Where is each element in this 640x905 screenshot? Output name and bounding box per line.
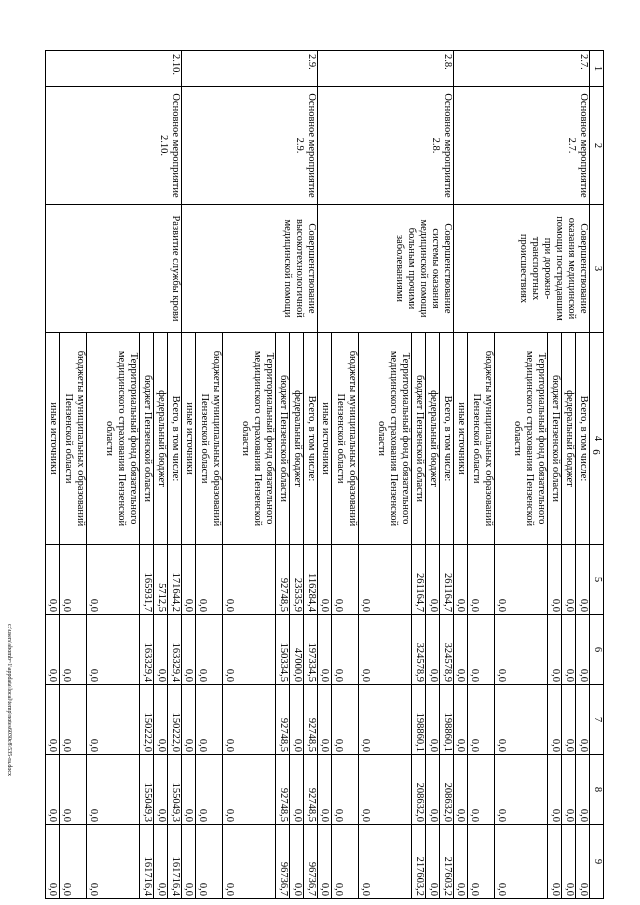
source-regional: бюджет Пензенской области: [412, 333, 426, 545]
value-cell: 0,0: [154, 685, 168, 755]
value-cell: 92748,5: [276, 755, 290, 825]
value-cell: 5712,5: [154, 545, 168, 615]
value-cell: 0,0: [182, 685, 196, 755]
value-cell: 0,0: [60, 615, 87, 685]
value-cell: 0,0: [468, 545, 495, 615]
source-total: Всего, в том числе:: [304, 333, 318, 545]
value-cell: 0,0: [196, 685, 223, 755]
value-cell: 0,0: [196, 755, 223, 825]
value-cell: 92748,5: [304, 685, 318, 755]
value-cell: 198860,1: [440, 685, 454, 755]
value-cell: 0,0: [182, 825, 196, 899]
source-total: Всего, в том числе:: [168, 333, 182, 545]
value-cell: 0,0: [290, 825, 304, 899]
value-cell: 0,0: [87, 615, 140, 685]
source-insurance-fund: Территориальный фонд обязательного медицинского страхования Пензенской области: [223, 333, 276, 545]
value-cell: 150222,0: [168, 685, 182, 755]
value-cell: 155049,3: [140, 755, 154, 825]
value-cell: 0,0: [46, 755, 60, 825]
value-cell: 92748,5: [276, 545, 290, 615]
value-cell: 0,0: [46, 825, 60, 899]
value-cell: 0,0: [576, 755, 590, 825]
value-cell: 0,0: [87, 825, 140, 899]
source-total: Всего, в том числе:: [576, 333, 590, 545]
value-cell: 0,0: [548, 615, 562, 685]
value-cell: 0,0: [359, 615, 412, 685]
value-cell: 163329,4: [140, 615, 154, 685]
value-cell: 0,0: [359, 545, 412, 615]
value-cell: 0,0: [154, 755, 168, 825]
page-number: 6: [590, 449, 602, 455]
measure-name: Совершенствование оказания медицинской помощи пострадавшим при дорожно-транспортных происшествиях: [454, 205, 590, 333]
value-cell: 150222,0: [140, 685, 154, 755]
value-cell: 0,0: [426, 755, 440, 825]
value-cell: 0,0: [223, 615, 276, 685]
value-cell: 0,0: [332, 545, 359, 615]
value-cell: 0,0: [548, 685, 562, 755]
row-number: 2.9.: [182, 51, 318, 87]
header-cell: 1: [590, 51, 604, 87]
value-cell: 0,0: [318, 755, 332, 825]
value-cell: 0,0: [196, 545, 223, 615]
measure-title: Основное мероприятие 2.8.: [318, 87, 454, 205]
value-cell: 161716,4: [168, 825, 182, 899]
value-cell: 0,0: [223, 825, 276, 899]
value-cell: 0,0: [87, 755, 140, 825]
source-municipal: бюджеты муниципальных образований Пензенской области: [196, 333, 223, 545]
source-municipal: бюджеты муниципальных образований Пензенской области: [468, 333, 495, 545]
value-cell: 161716,4: [140, 825, 154, 899]
source-federal: федеральный бюджет: [562, 333, 576, 545]
source-municipal: бюджеты муниципальных образований Пензенской области: [60, 333, 87, 545]
row-number: 2.8.: [318, 51, 454, 87]
source-other: иные источники: [182, 333, 196, 545]
source-federal: федеральный бюджет: [426, 333, 440, 545]
value-cell: 0,0: [318, 545, 332, 615]
source-insurance-fund: Территориальный фонд обязательного медицинского страхования Пензенской области: [359, 333, 412, 545]
value-cell: 0,0: [548, 825, 562, 899]
footer-file-path: c:\users\sbomb~1\appdata\local\temp\notes6030c8\535-ra.docx: [6, 623, 12, 777]
header-row: [590, 51, 604, 899]
value-cell: 0,0: [318, 615, 332, 685]
row-number: 2.7.: [454, 51, 590, 87]
value-cell: 155049,3: [168, 755, 182, 825]
table-row: [440, 51, 454, 899]
value-cell: 92748,5: [304, 755, 318, 825]
value-cell: 0,0: [468, 825, 495, 899]
header-cell: 8: [590, 755, 604, 825]
value-cell: 0,0: [60, 755, 87, 825]
value-cell: 0,0: [60, 685, 87, 755]
value-cell: 0,0: [332, 615, 359, 685]
value-cell: 0,0: [223, 545, 276, 615]
header-cell: 7: [590, 685, 604, 755]
value-cell: 261164,7: [412, 545, 426, 615]
value-cell: 171644,2: [168, 545, 182, 615]
value-cell: 0,0: [495, 545, 548, 615]
value-cell: 0,0: [454, 545, 468, 615]
value-cell: 23535,9: [290, 545, 304, 615]
value-cell: 0,0: [60, 825, 87, 899]
value-cell: 0,0: [468, 685, 495, 755]
value-cell: 0,0: [332, 755, 359, 825]
value-cell: 0,0: [495, 685, 548, 755]
value-cell: 0,0: [223, 755, 276, 825]
value-cell: 208632,0: [412, 755, 426, 825]
source-total: Всего, в том числе:: [440, 333, 454, 545]
value-cell: 0,0: [318, 685, 332, 755]
value-cell: 0,0: [562, 825, 576, 899]
value-cell: 47000,0: [290, 615, 304, 685]
value-cell: 0,0: [495, 755, 548, 825]
source-insurance-fund: Территориальный фонд обязательного медицинского страхования Пензенской области: [87, 333, 140, 545]
value-cell: 261164,7: [440, 545, 454, 615]
measure-name: Совершенствование высокотехнологичной медицинской помощи: [182, 205, 318, 333]
value-cell: 217603,2: [440, 825, 454, 899]
value-cell: 0,0: [562, 545, 576, 615]
value-cell: 0,0: [454, 825, 468, 899]
source-regional: бюджет Пензенской области: [548, 333, 562, 545]
value-cell: 0,0: [182, 545, 196, 615]
measure-title: Основное мероприятие 2.9.: [182, 87, 318, 205]
value-cell: 197334,5: [304, 615, 318, 685]
source-federal: федеральный бюджет: [154, 333, 168, 545]
table-row: [304, 51, 318, 899]
value-cell: 0,0: [196, 615, 223, 685]
source-other: иные источники: [46, 333, 60, 545]
table-row: [576, 51, 590, 899]
value-cell: 198860,1: [412, 685, 426, 755]
value-cell: 0,0: [87, 545, 140, 615]
value-cell: 0,0: [495, 615, 548, 685]
value-cell: 0,0: [426, 825, 440, 899]
value-cell: 96736,7: [304, 825, 318, 899]
value-cell: 0,0: [548, 755, 562, 825]
source-regional: бюджет Пензенской области: [140, 333, 154, 545]
value-cell: 0,0: [454, 685, 468, 755]
value-cell: 0,0: [332, 825, 359, 899]
value-cell: 0,0: [223, 685, 276, 755]
value-cell: 324578,9: [412, 615, 426, 685]
value-cell: 217603,2: [412, 825, 426, 899]
value-cell: 0,0: [454, 615, 468, 685]
source-insurance-fund: Территориальный фонд обязательного медицинского страхования Пензенской области: [495, 333, 548, 545]
source-regional: бюджет Пензенской области: [276, 333, 290, 545]
value-cell: 165931,7: [140, 545, 154, 615]
value-cell: 0,0: [196, 825, 223, 899]
value-cell: 0,0: [154, 615, 168, 685]
value-cell: 0,0: [426, 685, 440, 755]
value-cell: 0,0: [454, 755, 468, 825]
value-cell: 0,0: [548, 545, 562, 615]
header-cell: 5: [590, 545, 604, 615]
value-cell: 0,0: [46, 615, 60, 685]
value-cell: 0,0: [576, 825, 590, 899]
row-number: 2.10.: [46, 51, 182, 87]
source-other: иные источники: [454, 333, 468, 545]
value-cell: 0,0: [576, 545, 590, 615]
value-cell: 0,0: [359, 685, 412, 755]
table-body: [46, 51, 604, 899]
value-cell: 0,0: [318, 825, 332, 899]
value-cell: 92748,5: [276, 685, 290, 755]
measure-name: Совершенствование системы оказания медицинской помощи больным прочими заболеваниями: [318, 205, 454, 333]
value-cell: 0,0: [60, 545, 87, 615]
header-cell: 4: [590, 333, 604, 545]
value-cell: 0,0: [182, 755, 196, 825]
value-cell: 0,0: [87, 685, 140, 755]
value-cell: 0,0: [46, 545, 60, 615]
measure-title: Основное мероприятие 2.10.: [46, 87, 182, 205]
rotated-table-page: [47, 50, 604, 898]
measure-title: Основное мероприятие 2.7.: [454, 87, 590, 205]
value-cell: 163329,4: [168, 615, 182, 685]
value-cell: 0,0: [468, 755, 495, 825]
value-cell: 0,0: [290, 755, 304, 825]
value-cell: 0,0: [359, 825, 412, 899]
value-cell: 96736,7: [276, 825, 290, 899]
value-cell: 0,0: [562, 755, 576, 825]
source-other: иные источники: [318, 333, 332, 545]
value-cell: 0,0: [332, 685, 359, 755]
value-cell: 324578,9: [440, 615, 454, 685]
table-row: [168, 51, 182, 899]
value-cell: 0,0: [468, 615, 495, 685]
value-cell: 0,0: [562, 615, 576, 685]
value-cell: 116284,4: [304, 545, 318, 615]
value-cell: 150334,5: [276, 615, 290, 685]
header-cell: 2: [590, 87, 604, 205]
header-cell: 3: [590, 205, 604, 333]
value-cell: 208632,0: [440, 755, 454, 825]
value-cell: 0,0: [426, 615, 440, 685]
source-municipal: бюджеты муниципальных образований Пензенской области: [332, 333, 359, 545]
value-cell: 0,0: [290, 685, 304, 755]
funding-table: [45, 50, 604, 899]
value-cell: 0,0: [46, 685, 60, 755]
header-cell: 9: [590, 825, 604, 899]
value-cell: 0,0: [495, 825, 548, 899]
measure-name: Развитие службы крови: [46, 205, 182, 333]
value-cell: 0,0: [562, 685, 576, 755]
value-cell: 0,0: [359, 755, 412, 825]
value-cell: 0,0: [576, 685, 590, 755]
value-cell: 0,0: [576, 615, 590, 685]
value-cell: 0,0: [154, 825, 168, 899]
value-cell: 0,0: [182, 615, 196, 685]
value-cell: 0,0: [426, 545, 440, 615]
source-federal: федеральный бюджет: [290, 333, 304, 545]
header-cell: 6: [590, 615, 604, 685]
